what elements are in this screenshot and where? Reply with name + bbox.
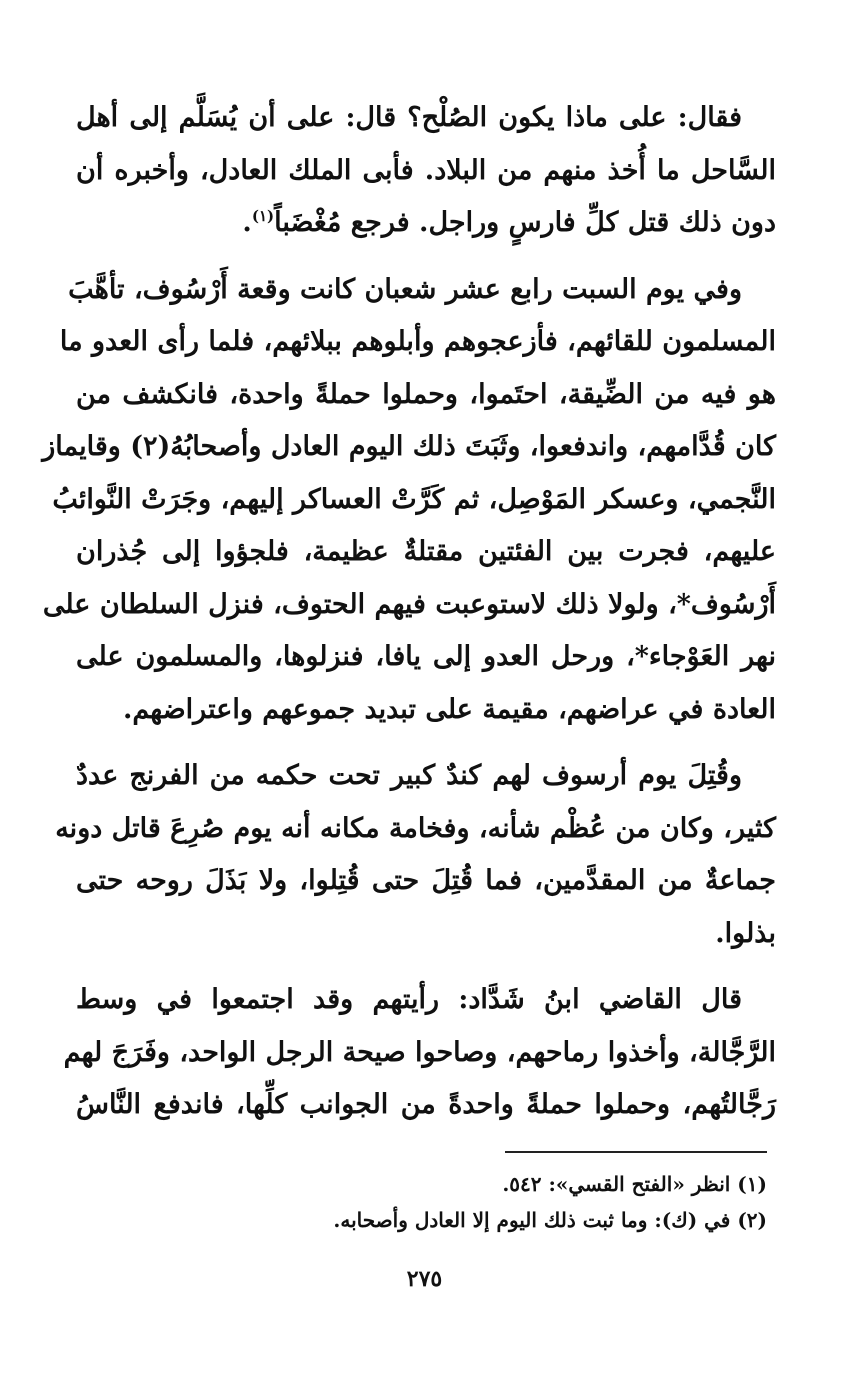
text-line: فقال: على ماذا يكون الصُلْح؟ قال: على أن يُسَلَّم إلى أهل xyxy=(76,102,742,133)
text-line: أَرْسُوف*، ولولا ذلك لاستوعبت فيهم الحتوف، فنزل السلطان على xyxy=(42,588,776,620)
text-line: وقُتِلَ يوم أرسوف لهم كندٌ كبير تحت حكمه من الفرنج عددٌ xyxy=(76,760,742,791)
footnote-reference: (١) xyxy=(251,207,275,225)
text-line: كان قُدَّامهم، واندفعوا، وثَبَتَ ذلك اليوم العادل وأصحابُهُ(٢) وقايماز xyxy=(42,431,776,462)
text-line: رَجَّالتُهم، وحملوا حملةً واحدةً من الجوانب كلِّها، فاندفع النَّاسُ xyxy=(76,1089,776,1120)
text-line: هو فيه من الضِّيقة، احتَموا، وحملوا حملةً واحدة، فانكشف من xyxy=(76,378,776,410)
text-line: الرَّجَّالة، وأخذوا رماحهم، وصاحوا صيحة الرجل الواحد، وفَرَجَ لهم xyxy=(63,1036,776,1068)
footnote-2: (٢) في (ك): وما ثبت ذلك اليوم إلا العادل وأصحابه. xyxy=(333,1208,767,1232)
text-line: قال القاضي ابنُ شَدَّاد: رأيتهم وقد اجتمعوا في وسط xyxy=(76,984,742,1015)
text-line: السَّاحل ما أُخذ منهم من البلاد. فأبى الملك العادل، وأخبره أن xyxy=(76,154,776,186)
text-line xyxy=(76,197,776,250)
footnote-1: (١) انظر «الفتح القسي»: ٥٤٢. xyxy=(502,1172,767,1196)
text-line: بذلوا. xyxy=(715,917,776,949)
footnote-divider xyxy=(505,1151,767,1153)
text-line: نهر العَوْجاء*، ورحل العدو إلى يافا، فنزلوها، والمسلمون على xyxy=(76,641,776,672)
paragraph-3 xyxy=(55,750,776,960)
paragraph-4 xyxy=(63,974,776,1132)
text-line-end: . xyxy=(242,207,252,238)
footnotes xyxy=(77,1166,767,1238)
text-line: العادة في عراضهم، مقيمة على تبديد جموعهم واعتراضهم. xyxy=(122,693,776,725)
page-number: ٢٧٥ xyxy=(406,1266,443,1292)
paragraph-2 xyxy=(42,264,776,737)
text-line-content: دون ذلك قتل كلِّ فارسٍ وراجل. فرجع مُغْضَباً xyxy=(274,207,776,238)
text-line: النَّجمي، وعسكر المَوْصِل، ثم كَرَّتْ العساكر إليهم، وجَرَتْ النَّوائبُ xyxy=(52,483,776,515)
text-line: جماعةٌ من المقدَّمين، فما قُتِلَ حتى قُتِلوا، ولا بَذَلَ روحه حتى xyxy=(76,865,776,896)
text-line: وفي يوم السبت رابع عشر شعبان كانت وقعة أَرْسُوف، تأهَّبَ xyxy=(68,273,742,305)
text-line: المسلمون للقائهم، فأزعجوهم وأبلوهم ببلائهم، فلما رأى العدو ما xyxy=(59,326,776,357)
text-line: كثير، وكان من عُظْم شأنه، وفخامة مكانه أنه يوم صُرِعَ قاتل دونه xyxy=(55,812,776,844)
text-line: عليهم، فجرت بين الفئتين مقتلةٌ عظيمة، فلجؤوا إلى جُذران xyxy=(76,536,776,567)
paragraph-1 xyxy=(76,92,776,250)
page-body xyxy=(42,92,776,1146)
